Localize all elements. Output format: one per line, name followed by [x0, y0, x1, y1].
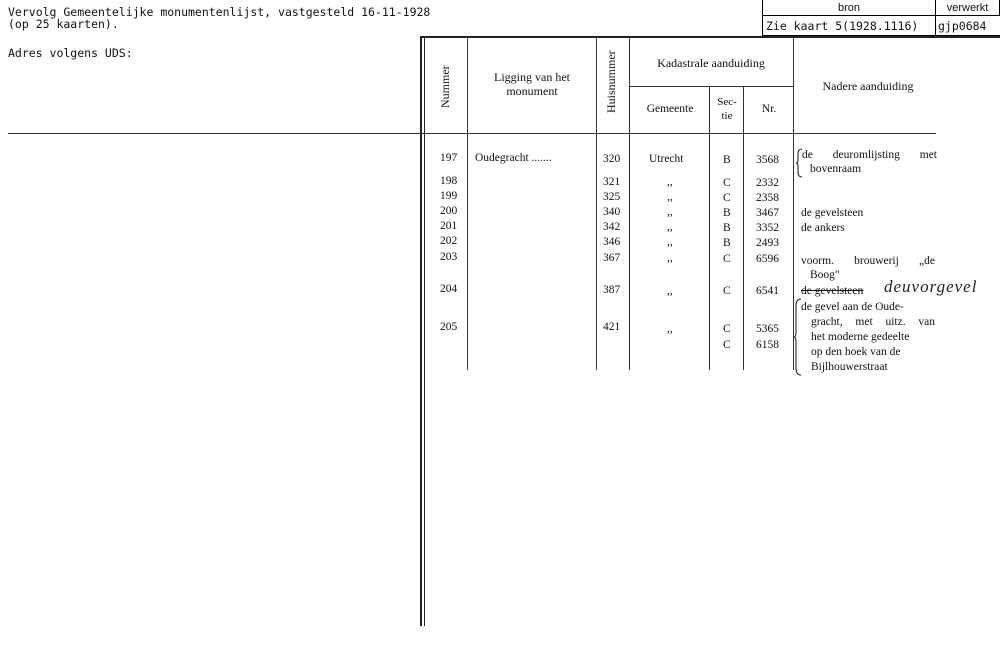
row-204-nr: 6541: [756, 285, 779, 297]
nadere-203-line1: voorm. brouwerij „de: [801, 255, 935, 267]
row-197-sectie: B: [723, 154, 731, 166]
row-204-gemeente: ,,: [667, 285, 673, 297]
row-201-nummer: 201: [440, 220, 458, 232]
row-204-nummer: 204: [440, 283, 458, 295]
nadere-197-line1: de deuromlijsting met: [802, 149, 937, 161]
row-197-nummer: 197: [440, 152, 458, 164]
col-header-nr: Nr.: [761, 103, 777, 115]
row-201-nr: 3352: [756, 222, 779, 234]
row-200-gemeente: ,,: [667, 206, 673, 218]
verwerkt-value: gjp0684: [936, 16, 1000, 36]
nadere-204-handwritten: deuvorgevel: [884, 277, 978, 296]
row-197-gemeente: Utrecht: [649, 153, 684, 165]
nadere-205-line4: op den hoek van de: [811, 346, 901, 358]
row-202-sectie: B: [723, 237, 731, 249]
row-204-huisnummer: 387: [603, 284, 621, 296]
col-header-sectie: Sec- tie: [717, 96, 737, 122]
nadere-205-line1: de gevel aan de Oude-: [801, 301, 904, 313]
row-204-sectie: C: [723, 285, 731, 297]
col-header-huisnummer: Huisnummer: [604, 50, 618, 114]
row-203-huisnummer: 367: [603, 252, 621, 264]
row-205b-nr: 6158: [756, 339, 779, 351]
bron-value: Zie kaart 5(1928.1116): [762, 16, 936, 36]
row-202-huisnummer: 346: [603, 236, 621, 248]
nadere-205-line2: gracht, met uitz. van: [811, 316, 935, 328]
col-header-nummer: Nummer: [438, 65, 452, 109]
row-202-nummer: 202: [440, 235, 458, 247]
row-205-sectie: C: [723, 323, 731, 335]
left-rule: [8, 133, 420, 134]
row-198-nummer: 198: [440, 175, 458, 187]
row-201-huisnummer: 342: [603, 221, 621, 233]
row-205-nr: 5365: [756, 323, 779, 335]
row-205b-sectie: C: [723, 339, 731, 351]
row-205-nummer: 205: [440, 321, 458, 333]
row-199-nr: 2358: [756, 192, 779, 204]
row-203-nummer: 203: [440, 251, 458, 263]
row-198-huisnummer: 321: [603, 176, 621, 188]
nadere-205-line5: Bijlhouwerstraat: [811, 361, 888, 373]
row-200-nummer: 200: [440, 205, 458, 217]
row-205-gemeente: ,,: [667, 323, 673, 335]
row-198-sectie: C: [723, 177, 731, 189]
col-header-gemeente: Gemeente: [646, 103, 694, 115]
row-201-sectie: B: [723, 222, 731, 234]
row-203-nr: 6596: [756, 253, 779, 265]
nadere-201: de ankers: [801, 222, 845, 234]
row-202-gemeente: ,,: [667, 236, 673, 248]
row-199-nummer: 199: [440, 190, 458, 202]
row-197-huisnummer: 320: [603, 153, 621, 165]
address-label: Adres volgens UDS:: [8, 46, 133, 60]
row-201-gemeente: ,,: [667, 221, 673, 233]
nadere-205-line3: het moderne gedeelte: [811, 331, 910, 343]
list-subtitle: (op 25 kaarten).: [8, 17, 119, 31]
row-200-nr: 3467: [756, 207, 779, 219]
verwerkt-header: verwerkt: [936, 0, 1000, 16]
top-rule: [420, 36, 1000, 38]
col-header-ligging: Ligging van het monument: [494, 70, 570, 98]
bron-header: bron: [762, 0, 936, 16]
row-197-nr: 3568: [756, 154, 779, 166]
nadere-200: de gevelsteen: [801, 207, 864, 219]
row-203-gemeente: ,,: [667, 252, 673, 264]
row-200-huisnummer: 340: [603, 206, 621, 218]
list-title: Vervolg Gemeentelijke monumentenlijst, vastgesteld 16-11-1928: [8, 5, 431, 19]
row-198-nr: 2332: [756, 177, 779, 189]
nadere-203-line2: Boog": [810, 269, 840, 281]
col-header-kadastrale: Kadastrale aanduiding: [657, 56, 765, 70]
row-198-gemeente: ,,: [667, 176, 673, 188]
row-199-gemeente: ,,: [667, 191, 673, 203]
row-199-sectie: C: [723, 192, 731, 204]
row-203-sectie: C: [723, 253, 731, 265]
row-199-huisnummer: 325: [603, 191, 621, 203]
nadere-197-line2: bovenraam: [810, 163, 862, 175]
row-202-nr: 2493: [756, 237, 779, 249]
col-header-nadere: Nadere aanduiding: [822, 79, 914, 93]
row-197-ligging: Oudegracht .......: [475, 152, 552, 164]
nadere-204-struck: de gevelsteen: [801, 285, 864, 297]
row-205-huisnummer: 421: [603, 321, 621, 333]
row-200-sectie: B: [723, 207, 731, 219]
